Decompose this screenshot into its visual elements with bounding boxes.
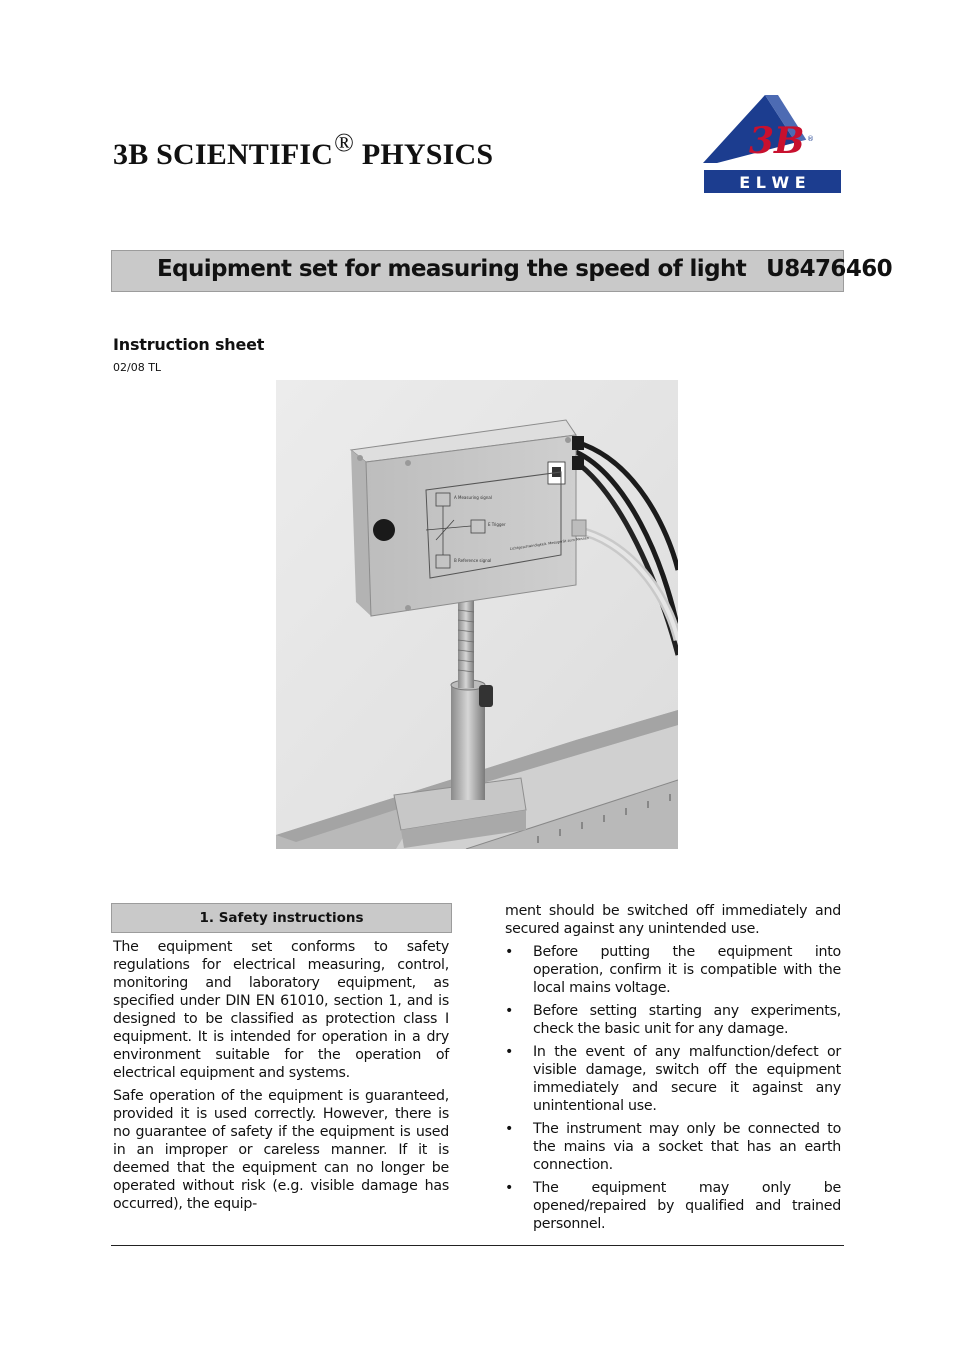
safety-heading: 1. Safety instructions: [111, 903, 452, 933]
logo-mark: 3B: [749, 120, 805, 162]
safety-paragraph-1: The equipment set conforms to safety regulations for electrical measuring, control, monitoring and laboratory equipment, as specified under DIN EN 61010, section 1, and is designed to be classified as protection class I equipment. It is intended for operation in a dry environment suitable for the operation of electrical equipment and systems.: [113, 939, 449, 1081]
bottom-divider: [111, 1245, 844, 1246]
safety-bullet-list: [505, 943, 841, 1233]
bullet-glyph: •: [505, 944, 514, 960]
instruction-sheet-title: Instruction sheet: [113, 335, 265, 354]
instruction-sheet-date: 02/08 TL: [113, 361, 162, 374]
panel-label-e: E Trigger: [488, 522, 506, 527]
brand-title: [113, 128, 493, 172]
safety-left-column: [113, 938, 449, 1218]
list-item: [505, 943, 841, 997]
list-item: [505, 1002, 841, 1038]
title-text: Equipment set for measuring the speed of light: [157, 256, 747, 282]
list-item: [505, 1043, 841, 1115]
list-item-text: The equipment may only be opened/repaired by qualified and trained personnel.: [533, 1180, 841, 1232]
3b-elwe-logo: [703, 93, 843, 195]
list-item: [505, 1179, 841, 1233]
panel-label-b: B Reference signal: [454, 558, 492, 563]
bullet-glyph: •: [505, 1180, 514, 1196]
list-item-text: Before setting starting any experiments, check the basic unit for any damage.: [533, 1003, 841, 1037]
list-item-text: Before putting the equipment into operation, confirm it is compatible with the local mains voltage.: [533, 944, 841, 996]
panel-label-note: Lichtgeschwindigkeit. Messgerät zum Messen: [509, 535, 590, 551]
equipment-photo: [276, 380, 678, 849]
list-item-text: In the event of any malfunction/defect or visible damage, switch off the equipment immediately and secure it against any unintentional use.: [533, 1044, 841, 1114]
brand-main: 3B SCIENTIFIC: [113, 138, 334, 171]
registered-mark: ®: [334, 128, 355, 157]
bullet-glyph: •: [505, 1003, 514, 1019]
logo-reg: ®: [807, 135, 814, 143]
logo-bar-text: E L W E: [739, 173, 806, 192]
document-title: [157, 256, 892, 282]
list-item: [505, 1120, 841, 1174]
bullet-glyph: •: [505, 1121, 514, 1137]
brand-tail: PHYSICS: [354, 138, 494, 171]
bullet-glyph: •: [505, 1044, 514, 1060]
panel-label-a: A Measuring signal: [454, 495, 492, 500]
list-item-text: The instrument may only be connected to the mains via a socket that has an earth connection.: [533, 1121, 841, 1173]
safety-continuation: ment should be switched off immediately and secured against any unintended use.: [505, 903, 841, 937]
safety-right-column: [505, 902, 841, 1238]
product-code: U8476460: [766, 256, 893, 282]
safety-paragraph-2: Safe operation of the equipment is guaranteed, provided it is used correctly. However, there is no guarantee of safety if the equipment is used in an improper or careless manner. If it is deemed that the equipment can no longer be operated without risk (e.g. visible damage has occurred), the equip-: [113, 1088, 449, 1212]
